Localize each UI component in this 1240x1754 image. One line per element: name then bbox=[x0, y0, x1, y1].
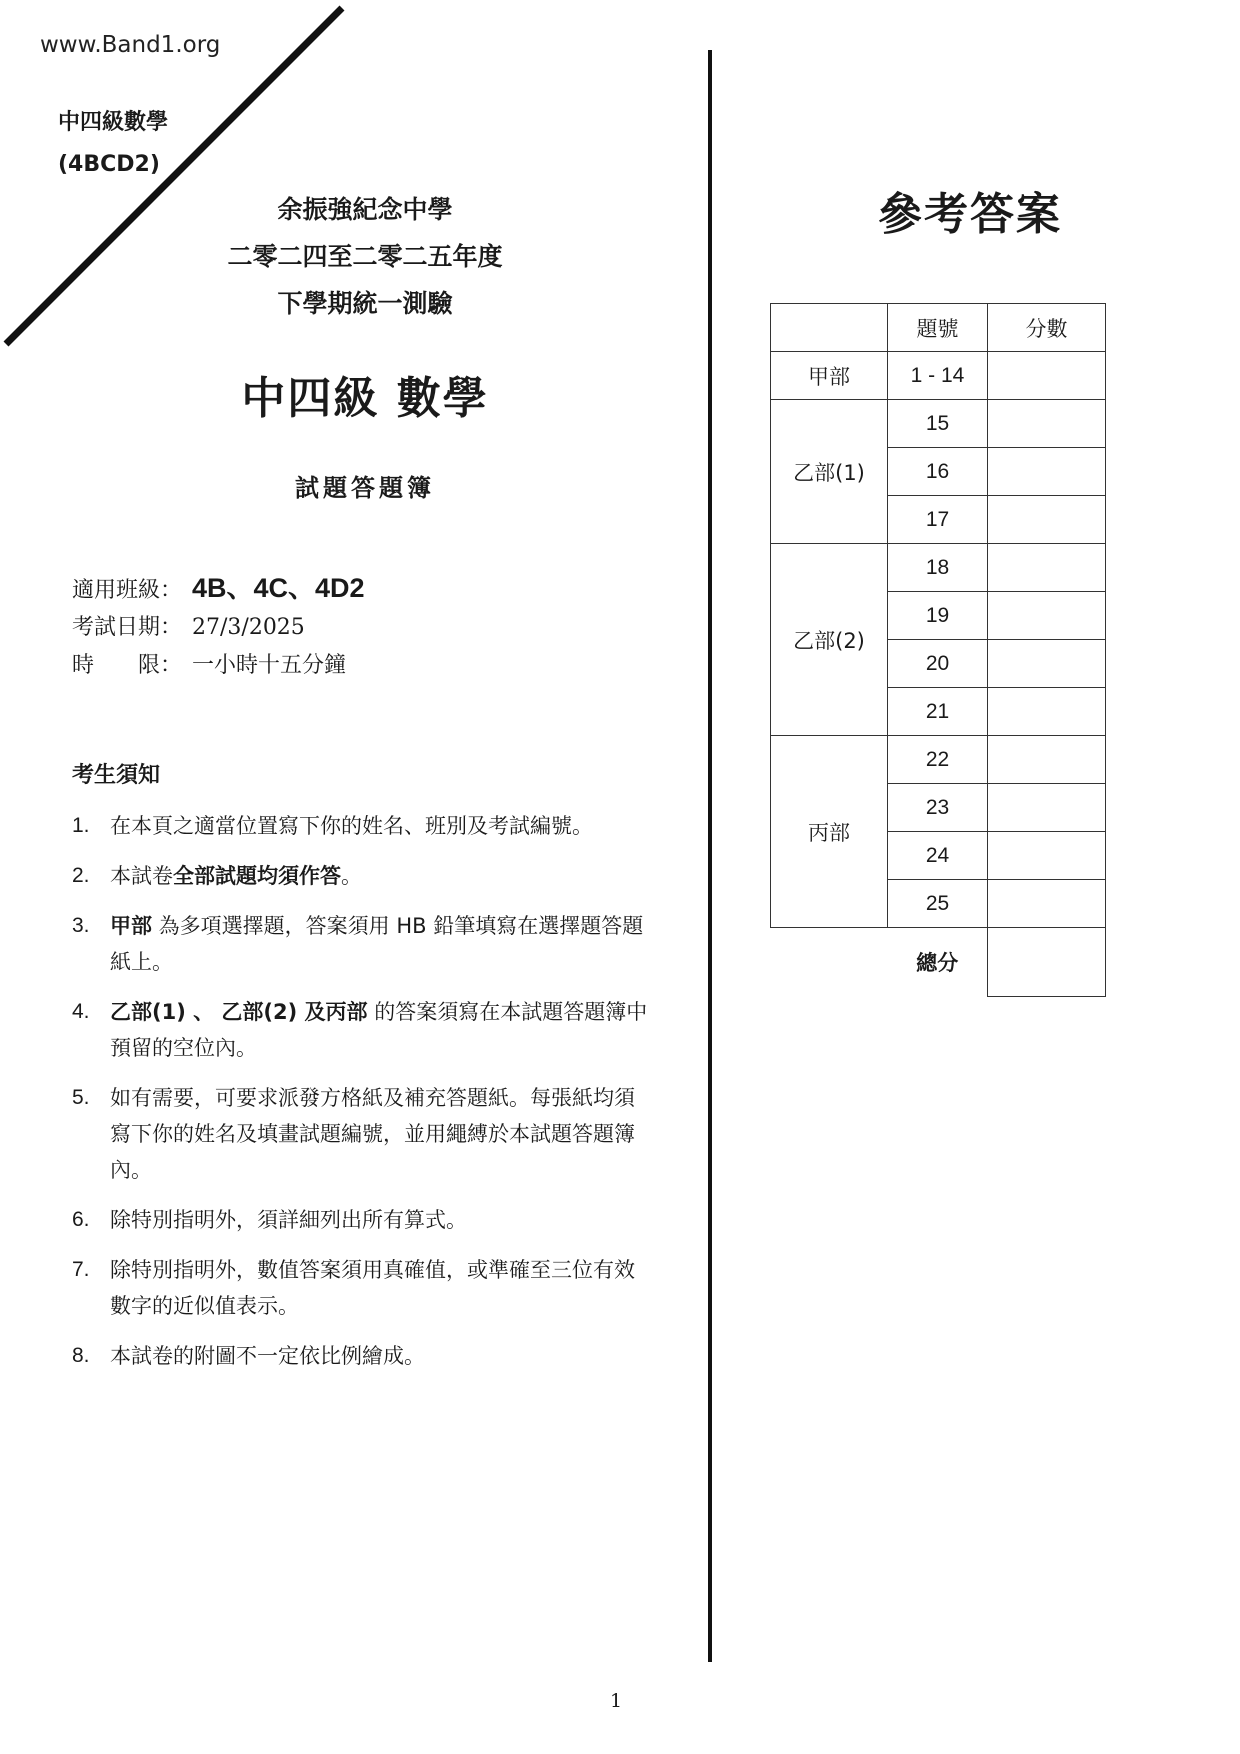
note-emphasis: 全部試題均須作答 bbox=[173, 864, 341, 888]
question-number: 25 bbox=[888, 880, 988, 928]
note-text: 本試卷 bbox=[110, 864, 173, 888]
score-header: 分數 bbox=[988, 304, 1106, 352]
score-cell[interactable] bbox=[988, 592, 1106, 640]
question-number: 15 bbox=[888, 400, 988, 448]
booklet-title: 試題答題簿 bbox=[295, 474, 435, 502]
question-number: 22 bbox=[888, 736, 988, 784]
note-emphasis: 乙部(1) 、 乙部(2) 及丙部 bbox=[110, 1000, 368, 1024]
note-item bbox=[72, 858, 652, 894]
score-cell[interactable] bbox=[988, 832, 1106, 880]
table-row bbox=[771, 400, 1106, 448]
question-number: 24 bbox=[888, 832, 988, 880]
note-item bbox=[72, 808, 652, 844]
table-row bbox=[771, 544, 1106, 592]
page-number: 1 bbox=[610, 1690, 623, 1712]
note-number: 3. bbox=[72, 914, 90, 937]
total-row bbox=[771, 928, 1106, 997]
answers-title: 參考答案 bbox=[878, 189, 1062, 240]
note-text: 。 bbox=[341, 864, 362, 888]
time-value: 一小時十五分鐘 bbox=[192, 653, 347, 678]
section-label: 乙部(2) bbox=[771, 544, 888, 736]
header-blank-cell bbox=[771, 304, 888, 352]
note-text: 如有需要，可要求派發方格紙及補充答題紙。每張紙均須寫下你的姓名及填畫試題編號，並用繩縛於本試題答題簿內。 bbox=[110, 1086, 635, 1182]
total-blank-cell bbox=[771, 928, 888, 997]
corner-code-line2: (4BCD2) bbox=[58, 152, 160, 177]
score-table bbox=[770, 303, 1106, 997]
table-header-row bbox=[771, 304, 1106, 352]
note-item bbox=[72, 1080, 652, 1188]
note-number: 7. bbox=[72, 1258, 90, 1281]
info-class bbox=[72, 566, 365, 605]
class-value: 4B、4C、4D2 bbox=[192, 573, 365, 603]
question-number: 1 - 14 bbox=[888, 352, 988, 400]
section-label: 乙部(1) bbox=[771, 400, 888, 544]
question-number: 21 bbox=[888, 688, 988, 736]
school-name: 余振強紀念中學 bbox=[277, 195, 453, 224]
question-number: 23 bbox=[888, 784, 988, 832]
class-label: 適用班級： bbox=[72, 578, 183, 603]
note-text: 除特別指明外，數值答案須用真確值，或準確至三位有效數字的近似值表示。 bbox=[110, 1258, 635, 1318]
note-number: 6. bbox=[72, 1208, 90, 1231]
score-cell[interactable] bbox=[988, 784, 1106, 832]
score-cell[interactable] bbox=[988, 496, 1106, 544]
time-label: 時 限： bbox=[72, 653, 183, 678]
website-watermark: www.Band1.org bbox=[40, 32, 221, 58]
score-cell[interactable] bbox=[988, 544, 1106, 592]
note-item bbox=[72, 1252, 652, 1324]
total-score-cell[interactable] bbox=[988, 928, 1106, 997]
score-cell[interactable] bbox=[988, 400, 1106, 448]
question-number: 19 bbox=[888, 592, 988, 640]
info-time bbox=[72, 648, 346, 679]
note-text: 在本頁之適當位置寫下你的姓名、班別及考試編號。 bbox=[110, 814, 593, 838]
table-row bbox=[771, 352, 1106, 400]
academic-year: 二零二四至二零二五年度 bbox=[227, 242, 503, 271]
section-label: 丙部 bbox=[771, 736, 888, 928]
section-label: 甲部 bbox=[771, 352, 888, 400]
note-item bbox=[72, 1338, 652, 1374]
note-item bbox=[72, 1202, 652, 1238]
note-text: 為多項選擇題，答案須用 HB 鉛筆填寫在選擇題答題紙上。 bbox=[110, 914, 644, 974]
date-value: 27/3/2025 bbox=[192, 615, 305, 640]
subject-title: 中四級 數學 bbox=[241, 373, 489, 424]
info-date bbox=[72, 610, 305, 641]
note-text: 除特別指明外，須詳細列出所有算式。 bbox=[110, 1208, 467, 1232]
score-cell[interactable] bbox=[988, 640, 1106, 688]
note-number: 8. bbox=[72, 1344, 90, 1367]
corner-code-line1: 中四級數學 bbox=[58, 110, 169, 135]
table-row bbox=[771, 736, 1106, 784]
total-label: 總分 bbox=[916, 952, 959, 976]
exam-name: 下學期統一測驗 bbox=[277, 289, 453, 318]
note-item bbox=[72, 908, 652, 980]
notes-title: 考生須知 bbox=[72, 763, 161, 788]
score-cell[interactable] bbox=[988, 880, 1106, 928]
note-number: 2. bbox=[72, 864, 90, 887]
score-cell[interactable] bbox=[988, 688, 1106, 736]
vertical-divider bbox=[708, 50, 712, 1662]
note-text: 本試卷的附圖不一定依比例繪成。 bbox=[110, 1344, 425, 1368]
question-number: 16 bbox=[888, 448, 988, 496]
note-emphasis: 甲部 bbox=[110, 914, 152, 938]
note-item bbox=[72, 994, 652, 1066]
question-number: 20 bbox=[888, 640, 988, 688]
note-number: 4. bbox=[72, 1000, 90, 1023]
date-label: 考試日期： bbox=[72, 615, 183, 640]
note-number: 1. bbox=[72, 814, 90, 837]
corner-code bbox=[58, 102, 168, 186]
score-cell[interactable] bbox=[988, 736, 1106, 784]
question-number: 17 bbox=[888, 496, 988, 544]
score-cell[interactable] bbox=[988, 352, 1106, 400]
note-number: 5. bbox=[72, 1086, 90, 1109]
note-text: 的答案須寫在本試題答題簿中預留的空位內。 bbox=[110, 1000, 648, 1060]
score-cell[interactable] bbox=[988, 448, 1106, 496]
question-number: 18 bbox=[888, 544, 988, 592]
notes-list bbox=[72, 808, 652, 1388]
question-header: 題號 bbox=[888, 304, 988, 352]
